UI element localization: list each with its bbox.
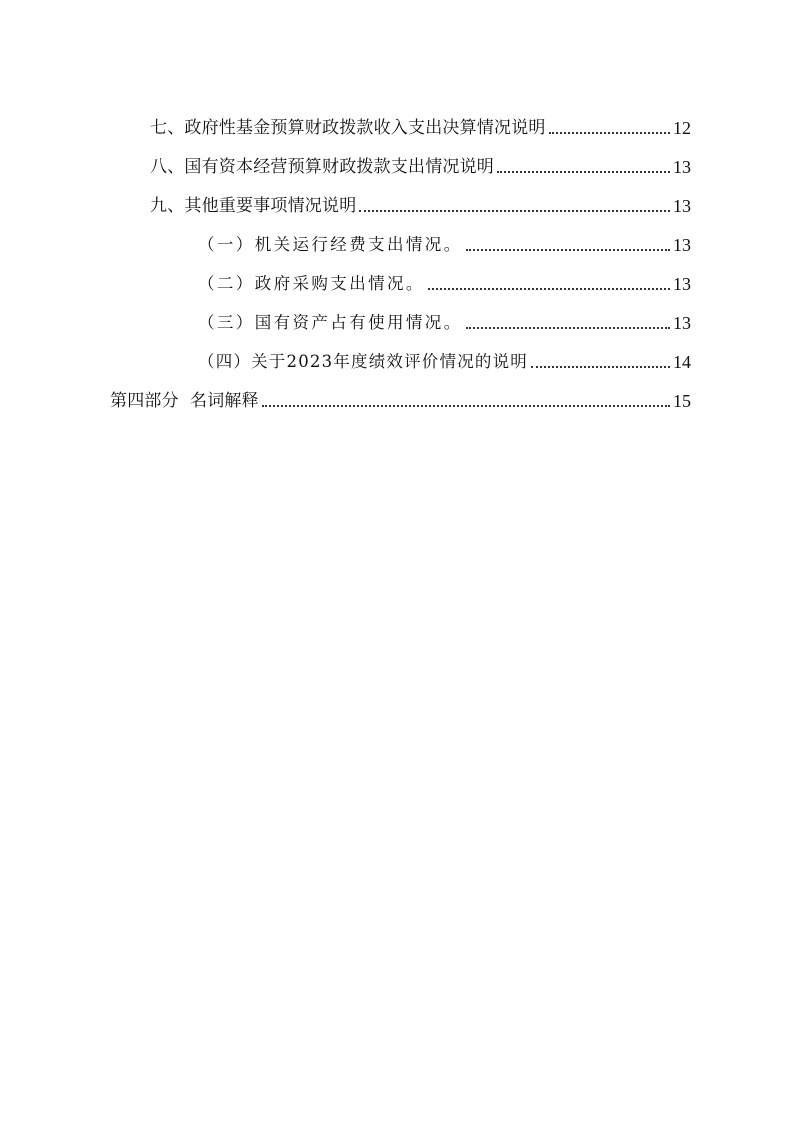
toc-dot-leader — [549, 132, 670, 134]
toc-dot-leader — [497, 171, 670, 173]
toc-entry-title: （三）国有资产占有使用情况。 — [198, 313, 463, 332]
toc-entry-section-9[interactable] — [150, 187, 691, 217]
toc-dot-leader — [359, 210, 670, 212]
toc-entry-subsection-1[interactable] — [198, 226, 691, 256]
toc-entry-title: 九、其他重要事项情况说明 — [150, 196, 357, 216]
toc-entry-title: 第四部分 名词解释 — [110, 391, 259, 411]
toc-entry-subsection-2[interactable] — [198, 265, 691, 295]
toc-entry-section-8[interactable] — [150, 148, 691, 178]
toc-page-number: 13 — [673, 313, 691, 333]
toc-dot-leader — [428, 288, 670, 290]
toc-entry-part-4[interactable] — [110, 382, 691, 412]
toc-entry-title: （四）关于2023年度绩效评价情况的说明 — [198, 352, 528, 371]
toc-dot-leader — [262, 405, 670, 407]
toc-page-number: 13 — [673, 196, 691, 216]
toc-page-number: 13 — [673, 157, 691, 177]
toc-entry-title: （二）政府采购支出情况。 — [198, 274, 425, 293]
toc-entry-title: 八、国有资本经营预算财政拨款支出情况说明 — [150, 157, 494, 177]
toc-entry-title: 七、政府性基金预算财政拨款收入支出决算情况说明 — [150, 118, 546, 138]
toc-page-number: 13 — [673, 235, 691, 255]
toc-dot-leader — [466, 249, 670, 251]
toc-entry-subsection-4[interactable] — [198, 343, 691, 373]
toc-page-number: 14 — [673, 352, 691, 372]
toc-dot-leader — [466, 327, 670, 329]
toc-dot-leader — [531, 366, 670, 368]
toc-entry-title: （一）机关运行经费支出情况。 — [198, 235, 463, 254]
toc-page-number: 13 — [673, 274, 691, 294]
toc-page-number: 12 — [673, 118, 691, 138]
toc-page-number: 15 — [673, 391, 691, 411]
toc-entry-section-7[interactable] — [150, 109, 691, 139]
toc-entry-subsection-3[interactable] — [198, 304, 691, 334]
